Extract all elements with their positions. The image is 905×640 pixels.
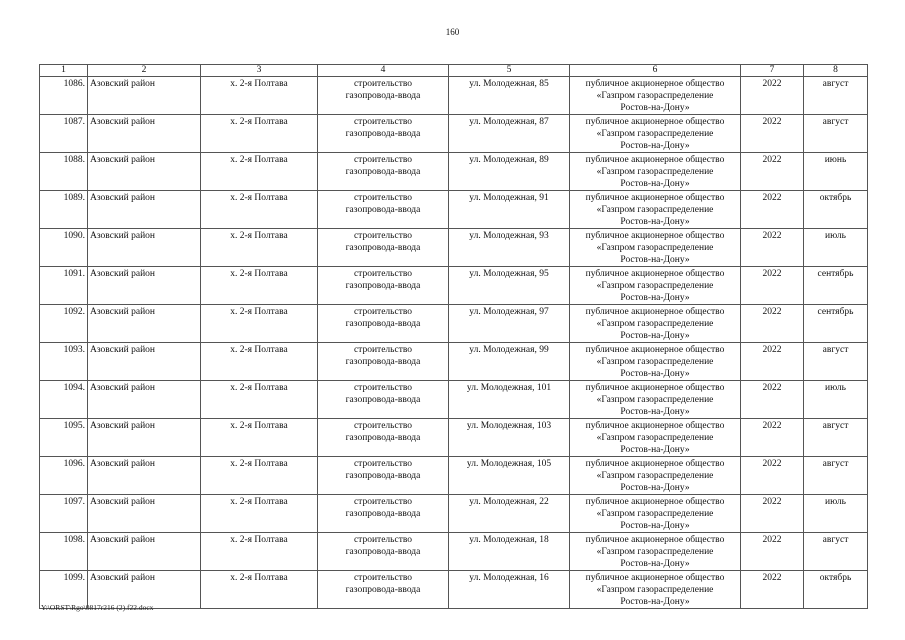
organization-line: «Газпром газораспределение bbox=[596, 243, 714, 253]
organization-cell bbox=[570, 457, 741, 495]
work-type-line: строительство bbox=[353, 193, 413, 203]
table-row bbox=[40, 419, 868, 457]
document-table bbox=[39, 64, 868, 609]
table-row bbox=[40, 495, 868, 533]
address-cell: ул. Молодежная, 103 bbox=[449, 419, 570, 457]
table-row bbox=[40, 343, 868, 381]
organization-line: «Газпром газораспределение bbox=[596, 547, 714, 557]
row-number: 1090. bbox=[40, 229, 88, 267]
year-cell: 2022 bbox=[741, 533, 804, 571]
settlement-cell: х. 2-я Полтава bbox=[201, 115, 318, 153]
address-cell: ул. Молодежная, 18 bbox=[449, 533, 570, 571]
work-type-line: строительство bbox=[353, 497, 413, 507]
table-row bbox=[40, 229, 868, 267]
work-type-line: газопровода-ввода bbox=[345, 433, 421, 443]
year-cell: 2022 bbox=[741, 267, 804, 305]
organization-line: публичное акционерное общество bbox=[585, 345, 725, 355]
column-header: 8 bbox=[804, 65, 868, 77]
table-row bbox=[40, 77, 868, 115]
year-cell: 2022 bbox=[741, 495, 804, 533]
settlement-cell: х. 2-я Полтава bbox=[201, 381, 318, 419]
table-row bbox=[40, 153, 868, 191]
organization-cell bbox=[570, 191, 741, 229]
footer-file-path: Y:\ORST\Rgo\0817r216 (2).f22.docx bbox=[41, 603, 154, 612]
table-row bbox=[40, 571, 868, 609]
work-type-cell bbox=[318, 305, 449, 343]
district-cell: Азовский район bbox=[88, 533, 201, 571]
year-cell: 2022 bbox=[741, 115, 804, 153]
work-type-cell bbox=[318, 115, 449, 153]
settlement-cell: х. 2-я Полтава bbox=[201, 419, 318, 457]
row-number: 1098. bbox=[40, 533, 88, 571]
row-number: 1097. bbox=[40, 495, 88, 533]
column-header: 3 bbox=[201, 65, 318, 77]
row-number: 1088. bbox=[40, 153, 88, 191]
district-cell: Азовский район bbox=[88, 571, 201, 609]
address-cell: ул. Молодежная, 101 bbox=[449, 381, 570, 419]
table-row bbox=[40, 381, 868, 419]
month-cell: июнь bbox=[804, 153, 868, 191]
month-cell: август bbox=[804, 77, 868, 115]
month-cell: август bbox=[804, 115, 868, 153]
year-cell: 2022 bbox=[741, 229, 804, 267]
district-cell: Азовский район bbox=[88, 381, 201, 419]
organization-cell bbox=[570, 77, 741, 115]
table-row bbox=[40, 267, 868, 305]
work-type-line: строительство bbox=[353, 535, 413, 545]
column-header: 5 bbox=[449, 65, 570, 77]
organization-line: «Газпром газораспределение bbox=[596, 509, 714, 519]
work-type-cell bbox=[318, 267, 449, 305]
work-type-line: газопровода-ввода bbox=[345, 585, 421, 595]
column-header: 4 bbox=[318, 65, 449, 77]
organization-line: «Газпром газораспределение bbox=[596, 395, 714, 405]
settlement-cell: х. 2-я Полтава bbox=[201, 229, 318, 267]
settlement-cell: х. 2-я Полтава bbox=[201, 533, 318, 571]
settlement-cell: х. 2-я Полтава bbox=[201, 495, 318, 533]
work-type-line: строительство bbox=[353, 573, 413, 583]
month-cell: октябрь bbox=[804, 191, 868, 229]
district-cell: Азовский район bbox=[88, 77, 201, 115]
work-type-line: строительство bbox=[353, 421, 413, 431]
organization-line: Ростов-на-Дону» bbox=[620, 369, 690, 379]
year-cell: 2022 bbox=[741, 191, 804, 229]
organization-line: «Газпром газораспределение bbox=[596, 129, 714, 139]
row-number: 1086. bbox=[40, 77, 88, 115]
address-cell: ул. Молодежная, 105 bbox=[449, 457, 570, 495]
work-type-cell bbox=[318, 229, 449, 267]
table-header-row bbox=[40, 65, 868, 77]
month-cell: июль bbox=[804, 495, 868, 533]
row-number: 1094. bbox=[40, 381, 88, 419]
organization-cell bbox=[570, 419, 741, 457]
work-type-cell bbox=[318, 77, 449, 115]
work-type-cell bbox=[318, 153, 449, 191]
organization-line: публичное акционерное общество bbox=[585, 79, 725, 89]
work-type-line: строительство bbox=[353, 79, 413, 89]
district-cell: Азовский район bbox=[88, 115, 201, 153]
row-number: 1089. bbox=[40, 191, 88, 229]
organization-line: Ростов-на-Дону» bbox=[620, 483, 690, 493]
district-cell: Азовский район bbox=[88, 191, 201, 229]
district-cell: Азовский район bbox=[88, 343, 201, 381]
organization-line: «Газпром газораспределение bbox=[596, 357, 714, 367]
work-type-line: строительство bbox=[353, 155, 413, 165]
year-cell: 2022 bbox=[741, 457, 804, 495]
year-cell: 2022 bbox=[741, 77, 804, 115]
year-cell: 2022 bbox=[741, 305, 804, 343]
month-cell: сентябрь bbox=[804, 305, 868, 343]
organization-line: «Газпром газораспределение bbox=[596, 205, 714, 215]
organization-line: публичное акционерное общество bbox=[585, 497, 725, 507]
settlement-cell: х. 2-я Полтава bbox=[201, 305, 318, 343]
organization-line: публичное акционерное общество bbox=[585, 307, 725, 317]
work-type-line: газопровода-ввода bbox=[345, 129, 421, 139]
district-cell: Азовский район bbox=[88, 457, 201, 495]
organization-line: публичное акционерное общество bbox=[585, 231, 725, 241]
organization-cell bbox=[570, 229, 741, 267]
work-type-line: строительство bbox=[353, 269, 413, 279]
organization-cell bbox=[570, 495, 741, 533]
table-row bbox=[40, 115, 868, 153]
column-header: 7 bbox=[741, 65, 804, 77]
settlement-cell: х. 2-я Полтава bbox=[201, 267, 318, 305]
district-cell: Азовский район bbox=[88, 305, 201, 343]
row-number: 1087. bbox=[40, 115, 88, 153]
address-cell: ул. Молодежная, 89 bbox=[449, 153, 570, 191]
organization-line: Ростов-на-Дону» bbox=[620, 407, 690, 417]
row-number: 1095. bbox=[40, 419, 88, 457]
address-cell: ул. Молодежная, 93 bbox=[449, 229, 570, 267]
table-row bbox=[40, 457, 868, 495]
address-cell: ул. Молодежная, 16 bbox=[449, 571, 570, 609]
settlement-cell: х. 2-я Полтава bbox=[201, 77, 318, 115]
address-cell: ул. Молодежная, 97 bbox=[449, 305, 570, 343]
work-type-line: газопровода-ввода bbox=[345, 395, 421, 405]
settlement-cell: х. 2-я Полтава bbox=[201, 191, 318, 229]
organization-line: публичное акционерное общество bbox=[585, 193, 725, 203]
organization-line: публичное акционерное общество bbox=[585, 459, 725, 469]
year-cell: 2022 bbox=[741, 343, 804, 381]
address-cell: ул. Молодежная, 85 bbox=[449, 77, 570, 115]
month-cell: сентябрь bbox=[804, 267, 868, 305]
address-cell: ул. Молодежная, 22 bbox=[449, 495, 570, 533]
month-cell: август bbox=[804, 533, 868, 571]
organization-line: Ростов-на-Дону» bbox=[620, 141, 690, 151]
organization-line: «Газпром газораспределение bbox=[596, 471, 714, 481]
settlement-cell: х. 2-я Полтава bbox=[201, 343, 318, 381]
organization-line: публичное акционерное общество bbox=[585, 117, 725, 127]
work-type-cell bbox=[318, 533, 449, 571]
organization-cell bbox=[570, 115, 741, 153]
organization-cell bbox=[570, 571, 741, 609]
table-row bbox=[40, 305, 868, 343]
year-cell: 2022 bbox=[741, 153, 804, 191]
month-cell: август bbox=[804, 343, 868, 381]
address-cell: ул. Молодежная, 95 bbox=[449, 267, 570, 305]
district-cell: Азовский район bbox=[88, 495, 201, 533]
organization-line: публичное акционерное общество bbox=[585, 573, 725, 583]
organization-cell bbox=[570, 533, 741, 571]
address-cell: ул. Молодежная, 87 bbox=[449, 115, 570, 153]
work-type-line: строительство bbox=[353, 231, 413, 241]
table-row bbox=[40, 533, 868, 571]
district-cell: Азовский район bbox=[88, 153, 201, 191]
work-type-line: газопровода-ввода bbox=[345, 167, 421, 177]
organization-cell bbox=[570, 381, 741, 419]
organization-line: Ростов-на-Дону» bbox=[620, 179, 690, 189]
work-type-line: газопровода-ввода bbox=[345, 281, 421, 291]
organization-line: Ростов-на-Дону» bbox=[620, 521, 690, 531]
work-type-cell bbox=[318, 191, 449, 229]
organization-cell bbox=[570, 305, 741, 343]
organization-line: Ростов-на-Дону» bbox=[620, 597, 690, 607]
year-cell: 2022 bbox=[741, 381, 804, 419]
organization-line: «Газпром газораспределение bbox=[596, 167, 714, 177]
organization-line: публичное акционерное общество bbox=[585, 155, 725, 165]
work-type-cell bbox=[318, 571, 449, 609]
row-number: 1096. bbox=[40, 457, 88, 495]
settlement-cell: х. 2-я Полтава bbox=[201, 457, 318, 495]
month-cell: октябрь bbox=[804, 571, 868, 609]
page-number: 160 bbox=[445, 27, 460, 37]
organization-cell bbox=[570, 343, 741, 381]
work-type-line: газопровода-ввода bbox=[345, 471, 421, 481]
work-type-line: строительство bbox=[353, 345, 413, 355]
organization-line: публичное акционерное общество bbox=[585, 421, 725, 431]
district-cell: Азовский район bbox=[88, 419, 201, 457]
settlement-cell: х. 2-я Полтава bbox=[201, 153, 318, 191]
organization-cell bbox=[570, 267, 741, 305]
work-type-line: газопровода-ввода bbox=[345, 357, 421, 367]
settlement-cell: х. 2-я Полтава bbox=[201, 571, 318, 609]
column-header: 2 bbox=[88, 65, 201, 77]
organization-line: Ростов-на-Дону» bbox=[620, 445, 690, 455]
month-cell: июль bbox=[804, 381, 868, 419]
row-number: 1091. bbox=[40, 267, 88, 305]
organization-line: Ростов-на-Дону» bbox=[620, 255, 690, 265]
work-type-line: строительство bbox=[353, 307, 413, 317]
address-cell: ул. Молодежная, 99 bbox=[449, 343, 570, 381]
month-cell: август bbox=[804, 457, 868, 495]
month-cell: июль bbox=[804, 229, 868, 267]
work-type-cell bbox=[318, 495, 449, 533]
district-cell: Азовский район bbox=[88, 229, 201, 267]
column-header: 1 bbox=[40, 65, 88, 77]
organization-line: публичное акционерное общество bbox=[585, 383, 725, 393]
organization-line: публичное акционерное общество bbox=[585, 535, 725, 545]
organization-line: «Газпром газораспределение bbox=[596, 281, 714, 291]
row-number: 1093. bbox=[40, 343, 88, 381]
organization-line: Ростов-на-Дону» bbox=[620, 103, 690, 113]
year-cell: 2022 bbox=[741, 571, 804, 609]
address-cell: ул. Молодежная, 91 bbox=[449, 191, 570, 229]
work-type-line: газопровода-ввода bbox=[345, 319, 421, 329]
organization-line: Ростов-на-Дону» bbox=[620, 293, 690, 303]
work-type-line: строительство bbox=[353, 117, 413, 127]
organization-line: «Газпром газораспределение bbox=[596, 91, 714, 101]
work-type-line: газопровода-ввода bbox=[345, 205, 421, 215]
column-header: 6 bbox=[570, 65, 741, 77]
work-type-line: строительство bbox=[353, 459, 413, 469]
work-type-line: газопровода-ввода bbox=[345, 91, 421, 101]
district-cell: Азовский район bbox=[88, 267, 201, 305]
year-cell: 2022 bbox=[741, 419, 804, 457]
work-type-line: газопровода-ввода bbox=[345, 243, 421, 253]
organization-cell bbox=[570, 153, 741, 191]
organization-line: «Газпром газораспределение bbox=[596, 585, 714, 595]
organization-line: Ростов-на-Дону» bbox=[620, 217, 690, 227]
work-type-cell bbox=[318, 457, 449, 495]
organization-line: «Газпром газораспределение bbox=[596, 319, 714, 329]
organization-line: Ростов-на-Дону» bbox=[620, 331, 690, 341]
table-row bbox=[40, 191, 868, 229]
work-type-cell bbox=[318, 381, 449, 419]
month-cell: август bbox=[804, 419, 868, 457]
work-type-line: газопровода-ввода bbox=[345, 547, 421, 557]
work-type-line: газопровода-ввода bbox=[345, 509, 421, 519]
work-type-cell bbox=[318, 343, 449, 381]
organization-line: Ростов-на-Дону» bbox=[620, 559, 690, 569]
work-type-cell bbox=[318, 419, 449, 457]
organization-line: «Газпром газораспределение bbox=[596, 433, 714, 443]
work-type-line: строительство bbox=[353, 383, 413, 393]
organization-line: публичное акционерное общество bbox=[585, 269, 725, 279]
row-number: 1099. bbox=[40, 571, 88, 609]
row-number: 1092. bbox=[40, 305, 88, 343]
table-body bbox=[40, 77, 868, 609]
